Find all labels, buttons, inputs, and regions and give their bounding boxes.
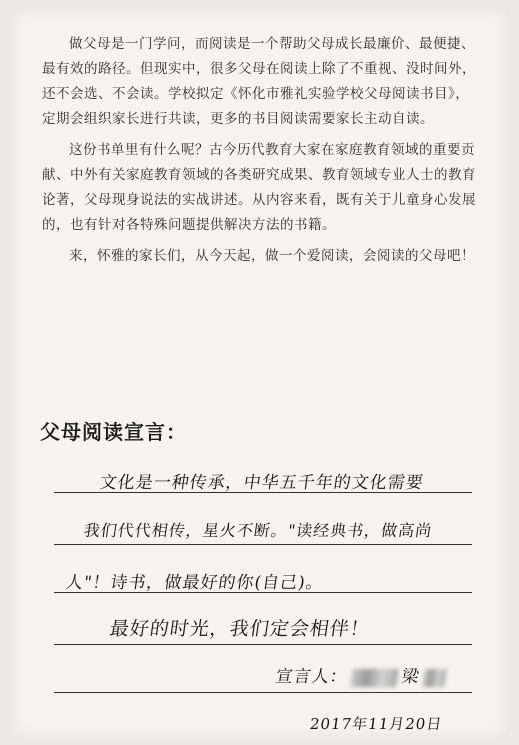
signature xyxy=(274,662,452,687)
writing-line xyxy=(54,644,472,645)
document-page xyxy=(10,8,509,739)
declaration-line-2: 我们代代相传，星火不断。"读经典书，做高尚 xyxy=(82,521,434,540)
signature-date: 2017年11月20日 xyxy=(308,715,444,733)
declaration-line-3: 人"！诗书，做最好的你(自己)。 xyxy=(64,573,326,593)
writing-line xyxy=(54,692,472,693)
signer-visible: 梁 xyxy=(400,667,422,687)
intro-paragraph-2: 这份书单里有什么呢？古今历代教育大家在家庭教育领域的重要贡献、中外有关家庭教育领域的各类研究成果、教育领域专业人士的教育论著，父母现身说法的实战讲述。从内容来看，既有关于儿童身心发展的，也有针对各特殊问题提供解决方法的书籍。 xyxy=(42,142,476,233)
declaration-line-1: 文化是一种传承，中华五千年的文化需要 xyxy=(98,473,426,493)
signer-label: 宣言人： xyxy=(274,667,350,687)
declaration-line-4: 最好的时光，我们定会相伴！ xyxy=(108,618,372,640)
redacted-name xyxy=(350,669,399,687)
declaration-heading: 父母阅读宣言： xyxy=(40,420,187,444)
intro-paragraph-3: 来，怀雅的家长们，从今天起，做一个爱阅读，会阅读的父母吧！ xyxy=(69,248,475,264)
writing-line xyxy=(54,544,472,545)
redacted-name xyxy=(422,669,447,687)
intro-paragraph-1: 做父母是一门学问，而阅读是一个帮助父母成长最廉价、最便捷、最有效的路径。但现实中，很多父母在阅读上除了不重视、没时间外，还不会选、不会读。学校拟定《怀化市雅礼实验学校父母阅读书目》，定期会组织家长进行共读，更多的书目阅读需要家长主动自读。 xyxy=(42,36,476,127)
